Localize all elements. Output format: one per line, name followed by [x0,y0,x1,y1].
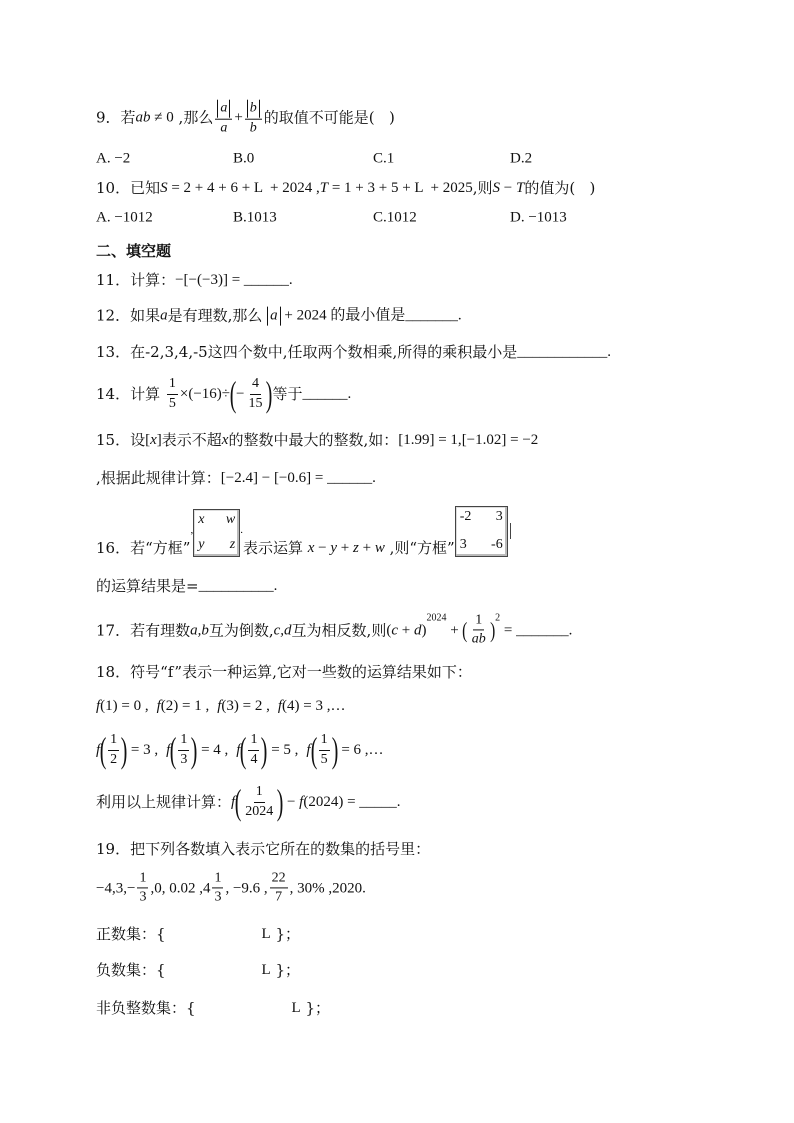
q15-expression: [−2.4] − [−0.6] = [220,470,328,486]
q19-nums-a: −4,3, [96,880,127,896]
set-close: }； [300,999,331,1017]
right-paren: ) [191,730,198,770]
q16-then: ,则“方框” [384,539,455,557]
q19-fraction-1 [137,870,148,905]
function-value: (2) = 1 , [160,698,210,714]
question-12 [96,307,462,326]
q17-plus: + [398,622,414,638]
fraction-numerator: 1 [254,784,265,802]
box-cell-bottom-left: y [198,537,205,553]
function-value: (1) = 0 , [100,698,149,714]
answer-blank: _______ [405,308,458,324]
q13-end: . [607,344,611,360]
q19-nums-d: , 30% ,2020. [289,880,366,896]
fraction-numerator: 1 [178,732,189,750]
function-value: = 3 , [127,742,159,758]
q15-label: 15．设 [96,431,146,449]
q10-s2: S [492,180,501,196]
fraction-numerator: 1 [248,732,259,750]
fraction-denominator: 5 [320,751,328,767]
question-10 [96,179,595,197]
q16-line2: 的运算结果是= [96,577,199,595]
fraction-numerator: 22 [270,870,288,888]
right-paren: ) [120,730,128,770]
set-ellipsis: L [291,1000,301,1016]
q16-w: w [374,540,385,556]
q10-then: ,则 [472,179,493,197]
non-negative-integer-set [96,999,330,1017]
q9-tail: 的取值不可能是( ) [263,109,395,127]
right-bracket: ] [156,432,162,448]
positive-number-set [96,925,300,943]
function-f: f [299,794,304,810]
q9-ab: ab [135,110,151,126]
q10-tail: 的值为( ) [524,179,596,197]
function-value: = 6 ,… [337,742,384,758]
set-label: 负数集：{ [96,961,166,979]
fraction-denominator: 7 [275,889,283,905]
box-cell-bottom-right: z [229,537,236,553]
exponent: 2 [495,612,501,624]
fraction-denominator: 5 [168,395,176,411]
q10-option-d: D. −1013 [510,209,567,226]
box-cell-top-right: 3 [495,509,503,524]
q10-t2: T [516,180,525,196]
q10-minus: − [500,180,516,196]
q19-nums-c: , −9.6 , [225,880,268,896]
q16-op1: − [314,540,331,556]
q9-label: 9．若 [96,109,136,127]
right-paren: ) [331,730,338,770]
q17-end: . [568,622,573,638]
q16-comma: , [190,524,194,537]
q17-fraction [470,612,488,647]
right-paren: ) [421,622,427,638]
answer-blank: ______ [243,272,289,288]
q13-text: 13．在-2,3,4,-5这四个数中,任取两个数相乘,所得的乘积最小是 [96,343,518,361]
q10-option-b: B.1013 [233,209,277,226]
q18-calc-minus: − [283,794,300,810]
question-15-line-2 [96,469,376,487]
fraction-denominator: 2024 [245,803,274,819]
function-argument-fraction [108,732,119,767]
answer-blank: _______ [516,622,569,638]
q14-fraction-1 [167,376,178,411]
right-paren: ) [489,617,495,642]
q17-plus2: + [446,622,463,638]
right-paren: ) [266,374,273,414]
q15-mid: 表示不超 [161,431,222,449]
q18-calc-label: 利用以上规律计算： [96,793,232,811]
q15-example-1: [1.99] = 1, [398,432,462,448]
q14-tail: 等于 [272,385,303,403]
function-f: f [217,698,222,714]
function-value: (4) = 3 ,… [282,698,346,714]
question-18 [96,663,472,681]
q18-calc-end: . [396,794,401,810]
q15-x: x [150,432,157,448]
set-ellipsis: L [261,926,271,942]
q18-calculation [96,784,401,820]
left-paren: ( [462,617,468,642]
q16-z: z [353,540,359,556]
function-f: f [156,698,161,714]
function-f: f [166,742,171,758]
q9-plus: + [234,110,243,126]
answer-blank: ____________ [517,344,608,360]
q16-dot: . [240,524,243,537]
set-ellipsis: L [261,962,271,978]
q17-d: d [413,622,422,638]
left-paren: ( [310,730,317,770]
left-paren: ( [170,730,177,770]
fraction-denominator: 3 [139,889,147,905]
q19-fraction-3 [270,870,288,905]
question-11 [96,271,293,289]
q10-label: 10．已知 [96,179,161,197]
function-f: f [277,698,283,714]
fraction-numerator [245,100,262,120]
left-paren: ( [229,374,237,414]
question-9 [96,100,395,137]
q15-end: . [372,470,376,486]
function-argument-fraction [243,784,275,819]
fraction-denominator: ab [471,631,486,647]
box-cell-top-right: w [225,512,236,527]
q10-s: S [160,180,168,196]
box-cell-top-left: -2 [459,509,472,524]
function-value: = 5 , [267,742,299,758]
function-f: f [306,742,311,758]
q19-nums-b: ,0, 0.02 , [150,880,203,896]
q17-cd: c,d [273,622,292,638]
left-paren: ( [234,782,242,822]
box-cell-bottom-right: -6 [491,537,503,553]
left-paren: ( [99,730,107,770]
q19-fraction-2 [212,870,223,905]
function-f: f [96,698,101,714]
absolute-value: a [267,307,281,326]
fraction-numerator: 4 [250,376,261,394]
q18-text: 18．符号“f”表示一种运算,它对一些数的运算结果如下： [96,663,472,681]
q10-t: T [319,180,329,196]
fraction-numerator [215,100,232,120]
fraction-denominator: a [220,120,228,136]
q17-ab: a,b [190,622,209,638]
fraction-numerator: 1 [319,732,330,750]
question-15 [96,431,538,449]
function-f: f [96,742,101,758]
negative-number-set [96,961,300,979]
q19-number-list [96,870,366,905]
answer-blank: ______ [327,470,373,486]
q12-label: 12．如果 [96,307,161,325]
q14-end: . [347,386,352,402]
q16-op3: + [358,540,375,556]
function-value: = 4 , [197,742,229,758]
q15-x2: x [221,432,229,448]
box-edge-mark [510,523,511,539]
left-paren: ( [240,730,247,770]
fraction-denominator: 3 [214,889,222,905]
function-argument-fraction [319,732,330,767]
q11-end: . [288,272,293,288]
exponent: 2024 [426,612,447,624]
fraction-numerator: 1 [212,870,223,888]
fraction-numerator: 1 [167,376,178,394]
operator-box-example [193,509,240,557]
q12-mid: 是有理数,那么 [167,307,268,325]
q9-neq: ≠ 0 [150,110,174,126]
q12-a: a [160,308,168,324]
fraction-denominator: 4 [250,751,258,767]
set-label: 非负整数集：{ [96,999,196,1017]
q17-c: c [391,622,398,638]
box-cell-bottom-left: 3 [459,537,467,553]
q19-text: 19．把下列各数填入表示它所在的数集的括号里： [96,840,431,858]
q16-x: x [307,540,315,556]
q14-negative: − [236,386,245,402]
fraction-numerator: 1 [473,612,484,630]
absolute-value: b [247,100,260,118]
left-paren: ( [386,622,392,638]
fraction-denominator: 2 [110,751,118,767]
q19-mixed-whole: 4 [202,880,211,896]
q15-example-2: [−1.02] = −2 [461,432,539,448]
q19-negative: − [126,880,136,896]
q16-label: 16．若“方框” [96,539,191,557]
box-cell-top-left: x [198,512,205,527]
q16-y: y [330,540,338,556]
q9-option-a: A. −2 [96,150,131,167]
q10-option-c: C.1012 [373,209,417,226]
q9-mid: ,那么 [173,109,214,127]
question-14 [96,376,351,412]
set-close: }； [270,961,301,979]
q14-mid: ×(−16)÷ [179,386,231,402]
q14-label: 14．计算 [96,385,165,403]
q10-t-expression: = 1 + 3 + 5 + L + 2025 [328,180,473,196]
section-heading [96,242,171,260]
fraction-denominator: 3 [180,751,188,767]
fraction-numerator: 1 [108,732,119,750]
absolute-value: a [217,100,230,118]
q17-label: 17．若有理数 [96,621,191,639]
q16-op2: + [337,540,353,556]
q17-equals: = [500,622,517,638]
answer-blank: __________ [198,578,274,594]
question-17 [96,612,572,647]
right-paren: ) [261,730,268,770]
function-f: f [231,794,236,810]
q18-row-2 [96,732,384,768]
q15-line2: ,根据此规律计算： [96,469,221,487]
q17-mid1: 互为倒数, [208,621,274,639]
q10-s-expression: = 2 + 4 + 6 + L + 2024 [167,180,313,196]
question-13 [96,343,611,361]
fraction-denominator: b [249,120,257,136]
function-argument-fraction [248,732,259,767]
function-f: f [236,742,241,758]
q12-expression: + 2024 的最小值是 [280,308,406,324]
q10-option-a: A. −1012 [96,209,153,226]
q11-expression: −[−(−3)] = [175,272,244,288]
right-paren: ) [276,782,284,822]
question-16 [96,505,511,557]
q17-mid2: 互为相反数,则 [291,621,387,639]
q15-mid2: 的整数中最大的整数,如： [228,431,399,449]
question-19 [96,840,430,858]
q12-end: . [457,308,462,324]
answer-blank: ______ [302,386,348,402]
q16-end: . [273,578,278,594]
set-close: }； [270,925,301,943]
left-bracket: [ [145,432,151,448]
q10-separator: , [312,180,320,196]
operator-box-question [455,506,508,557]
q9-fraction-2 [245,100,262,137]
q9-option-c: C.1 [373,150,395,167]
question-16-line-2 [96,577,277,595]
q14-fraction-2 [246,376,264,411]
q11-label: 11．计算： [96,271,176,289]
q18-calc-rest: (2024) = [303,794,360,810]
fraction-numerator: 1 [137,870,148,888]
section-title: 二、填空题 [96,242,172,260]
set-label: 正数集：{ [96,925,166,943]
q16-mid: 表示运算 [242,539,308,557]
q9-fraction-1 [215,100,232,137]
q9-option-b: B.0 [233,150,255,167]
q9-option-d: D.2 [510,150,533,167]
function-value: (3) = 2 , [221,698,270,714]
answer-blank: _____ [359,794,397,810]
fraction-denominator: 15 [248,395,263,411]
q18-row-1 [96,697,346,715]
function-argument-fraction [178,732,189,767]
